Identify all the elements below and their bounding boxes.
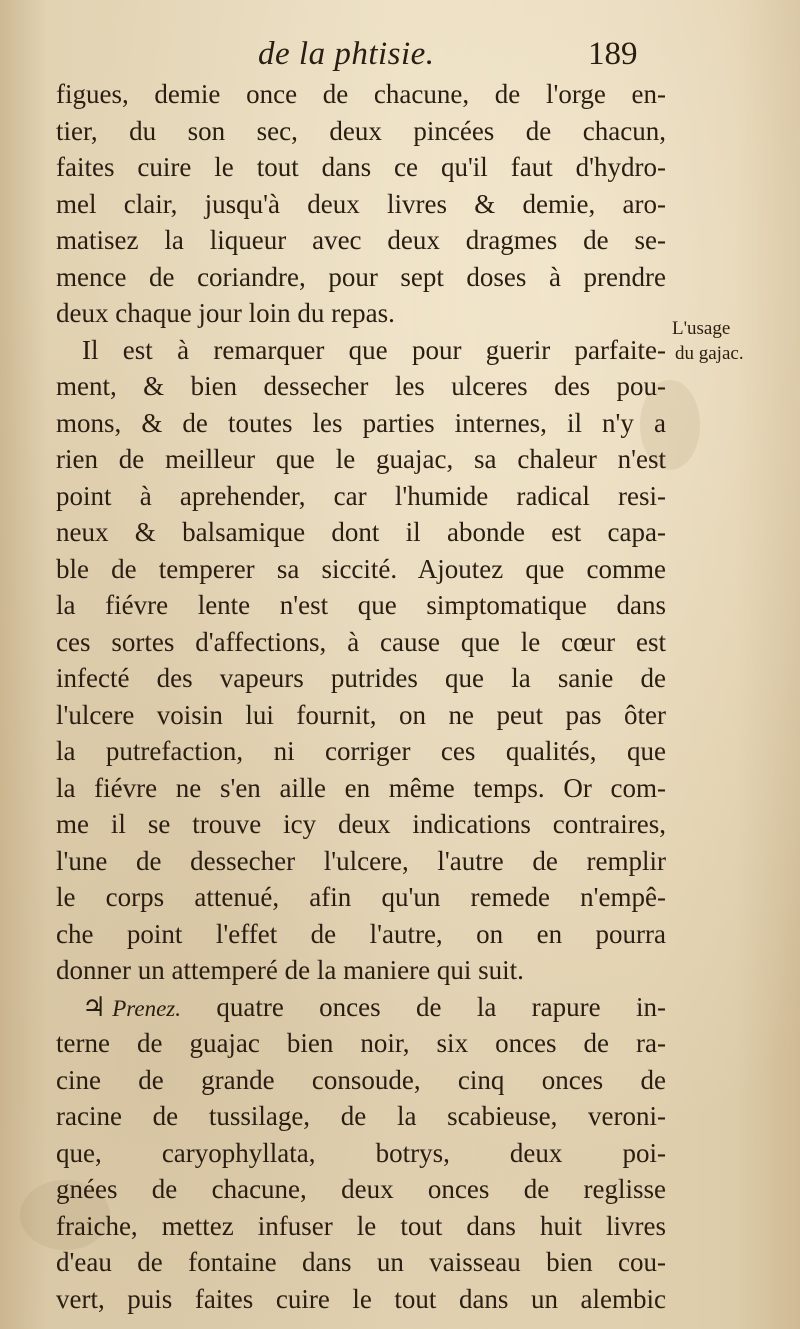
text-line: faites cuire le tout dans ce qu'il faut d'hydro- [56,152,666,182]
running-title: de la phtisie. [258,36,435,72]
page-number: 189 [588,36,638,72]
margin-note-line: du gajac. [675,343,744,364]
body-text [56,76,666,1317]
text-line: che point l'effet de l'autre, on en pourra [56,918,666,949]
text-line: mel clair, jusqu'à deux livres & demie, aro- [56,188,666,219]
text-line: quatre onces de la rapure in- [216,991,666,1022]
text-line: tier, du son sec, deux pincées de chacun, [56,115,666,146]
text-line: fraiche, mettez infuser le tout dans huit livres [56,1210,666,1241]
text-line: mence de coriandre, pour sept doses à prendre [56,261,666,292]
text-line: l'ulcere voisin lui fournit, on ne peut pas ôter [56,699,666,730]
text-line: mons, & de toutes les parties internes, il n'y a [56,407,666,438]
text-line: terne de guajac bien noir, six onces de ra- [56,1028,666,1058]
recipe-word: Prenez. [112,995,181,1021]
text-line: que, caryophyllata, botrys, deux poi- [56,1137,666,1168]
text-line: racine de tussilage, de la scabieuse, veroni- [56,1101,666,1131]
text-line: la fiévre lente n'est que simptomatique dans [56,590,666,620]
text-line: cine de grande consoude, cinq onces de [56,1064,666,1095]
text-line: la putrefaction, ni corriger ces qualités, que [56,736,666,766]
recipe-line [56,989,666,1026]
page-header [0,30,800,76]
text-line: d'eau de fontaine dans un vaisseau bien cou- [56,1247,666,1277]
text-line: le corps attenué, afin qu'un remede n'empê- [56,882,666,912]
recipe-symbol: ♃ [82,991,107,1022]
margin-note [672,316,792,366]
text-line: l'une de dessecher l'ulcere, l'autre de remplir [56,845,666,876]
text-line: point à aprehender, car l'humide radical resi- [56,480,666,511]
text-line: ment, & bien dessecher les ulceres des pou- [56,371,666,401]
text-line: deux chaque jour loin du repas. [56,298,395,328]
text-line: infecté des vapeurs putrides que la sanie de [56,663,666,693]
margin-note-line: L'usage [672,318,731,339]
text-line: vert, puis faites cuire le tout dans un alembic [56,1283,666,1314]
text-line: ces sortes d'affections, à cause que le cœur est [56,626,666,657]
text-line: ble de temperer sa siccité. Ajoutez que comme [56,553,666,584]
text-line: la fiévre ne s'en aille en même temps. Or com- [56,772,666,803]
text-line: donner un attemperé de la maniere qui suit. [56,955,524,985]
text-line: matisez la liqueur avec deux dragmes de se- [56,225,666,255]
text-line: rien de meilleur que le guajac, sa chaleur n'est [56,444,666,474]
text-line: Il est à remarquer que pour guerir parfaite- [82,334,666,365]
text-line: gnées de chacune, deux onces de reglisse [56,1174,666,1204]
text-line: me il se trouve icy deux indications contraires, [56,809,666,839]
text-line: figues, demie once de chacune, de l'orge en- [56,79,666,109]
text-line: neux & balsamique dont il abonde est capa- [56,517,666,547]
